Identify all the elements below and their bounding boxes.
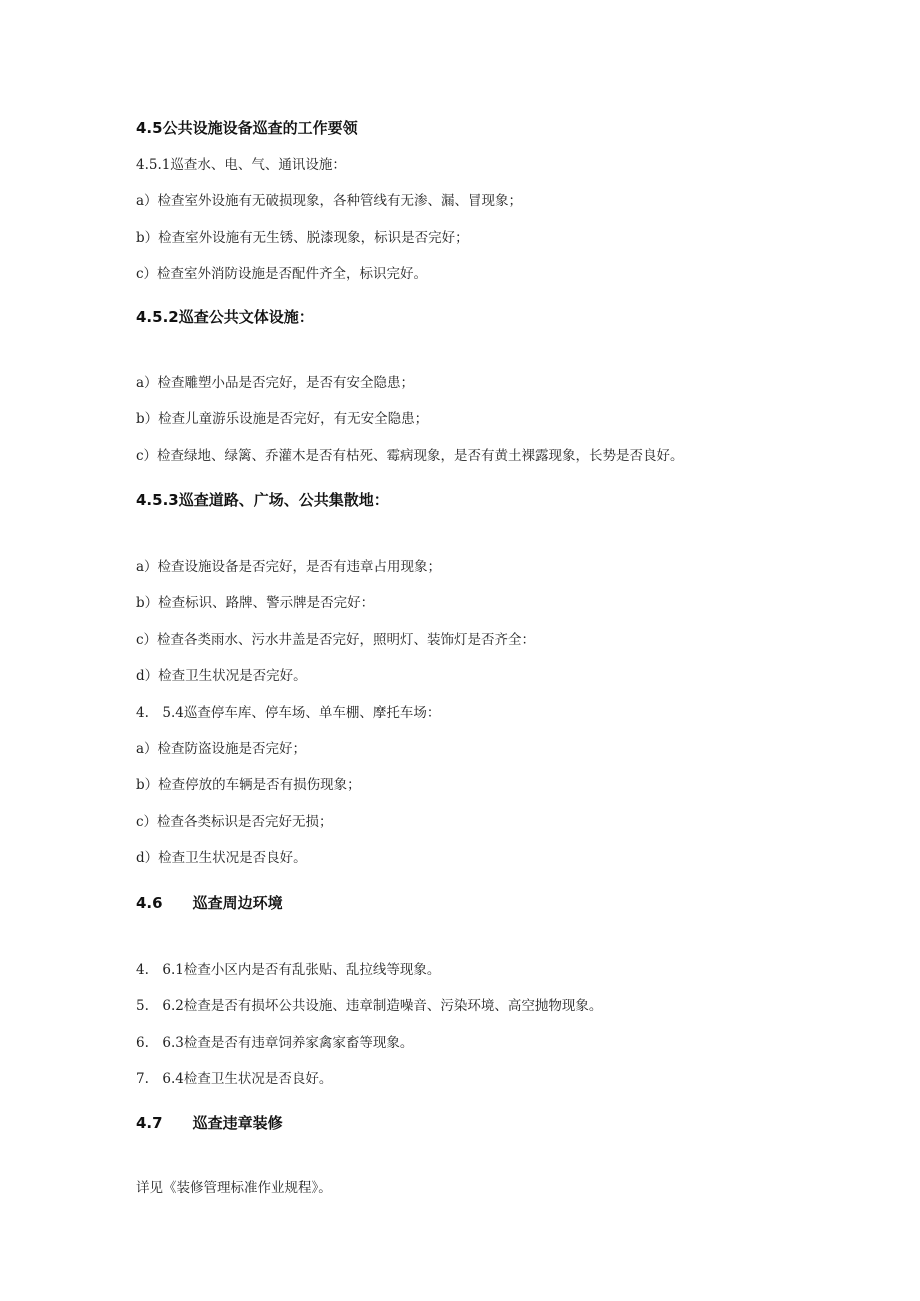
section-4-5-4-item-d: d）检查卫生状况是否良好。 — [136, 850, 307, 866]
section-4-5-2-heading: 4.5.2巡查公共文体设施： — [136, 308, 314, 326]
section-4-6-heading: 4.6 巡查周边环境 — [136, 894, 283, 912]
section-4-5-4-item-b: b）检查停放的车辆是否有损伤现象； — [136, 777, 361, 793]
section-4-5-2-item-b: b）检查儿童游乐设施是否完好，有无安全隐患； — [136, 411, 429, 427]
section-4-5-3-item-b: b）检查标识、路牌、警示牌是否完好： — [136, 595, 375, 611]
section-4-5-1-item-b: b）检查室外设施有无生锈、脱漆现象，标识是否完好； — [136, 230, 469, 246]
section-4-5-4-item-c: c）检查各类标识是否完好无损； — [136, 814, 333, 830]
section-4-6-item-4: 7. 6.4检查卫生状况是否良好。 — [136, 1071, 333, 1087]
section-4-5-2-item-a: a）检查雕塑小品是否完好，是否有安全隐患； — [136, 375, 415, 391]
section-4-5-3-heading: 4.5.3巡查道路、广场、公共集散地： — [136, 491, 389, 509]
section-4-5-3-item-a: a）检查设施设备是否完好，是否有违章占用现象； — [136, 559, 442, 575]
section-4-6-item-1: 4. 6.1检查小区内是否有乱张贴、乱拉线等现象。 — [136, 962, 441, 978]
section-4-5-3-item-c: c）检查各类雨水、污水井盖是否完好，照明灯、装饰灯是否齐全： — [136, 632, 536, 648]
section-4-5-heading: 4.5公共设施设备巡查的工作要领 — [136, 119, 358, 137]
section-4-5-2-item-c: c）检查绿地、绿篱、乔灌木是否有枯死、霉病现象，是否有黄土裸露现象，长势是否良好。 — [136, 448, 684, 464]
section-4-5-4-heading: 4. 5.4巡查停车库、停车场、单车棚、摩托车场： — [136, 705, 441, 721]
section-4-5-1-item-a: a）检查室外设施有无破损现象，各种管线有无渗、漏、冒现象； — [136, 193, 523, 209]
section-4-5-1-item-c: c）检查室外消防设施是否配件齐全，标识完好。 — [136, 266, 428, 282]
section-4-5-1-heading: 4.5.1巡查水、电、气、通讯设施： — [136, 157, 346, 173]
section-4-6-item-3: 6. 6.3检查是否有违章饲养家禽家畜等现象。 — [136, 1035, 414, 1051]
section-4-5-3-item-d: d）检查卫生状况是否完好。 — [136, 668, 307, 684]
section-4-7-text: 详见《装修管理标准作业规程》。 — [136, 1180, 332, 1196]
section-4-6-item-2: 5. 6.2检查是否有损坏公共设施、违章制造噪音、污染环境、高空抛物现象。 — [136, 998, 603, 1014]
section-4-7-heading: 4.7 巡查违章装修 — [136, 1114, 283, 1132]
section-4-5-4-item-a: a）检查防盗设施是否完好； — [136, 741, 307, 757]
